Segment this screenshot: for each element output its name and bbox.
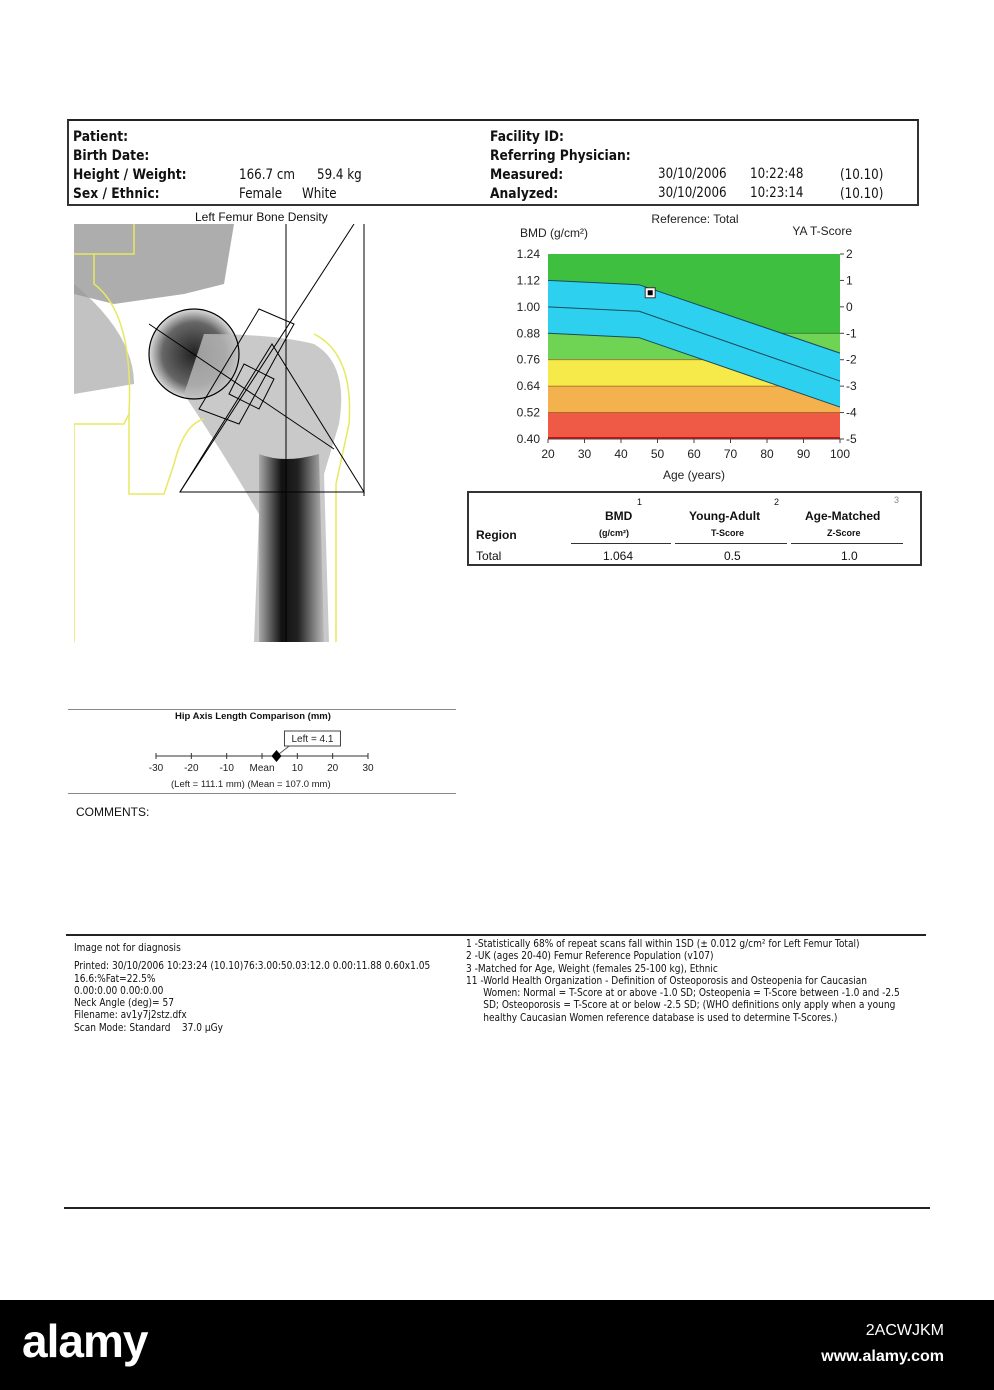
- height-value: 166.7 cm: [239, 167, 295, 183]
- footer-line: Neck Angle (deg)= 57: [74, 997, 174, 1010]
- physician-label: Referring Physician:: [490, 148, 631, 164]
- facility-label: Facility ID:: [490, 129, 564, 145]
- am-header: Age-Matched: [805, 509, 881, 523]
- measured-date: 30/10/2006: [658, 166, 727, 182]
- x-tick-label: 20: [541, 447, 555, 461]
- y2-tick-label: -5: [846, 432, 857, 446]
- y2-tick-label: -1: [846, 326, 857, 341]
- ya-subheader: T-Score: [711, 528, 745, 538]
- y2-tick-label: -4: [846, 405, 857, 420]
- x-tick-label: 30: [577, 447, 592, 461]
- y-tick-label: 0.40: [516, 432, 540, 446]
- femur-scan-image: [74, 224, 370, 642]
- y-axis-label: BMD (g/cm²): [520, 226, 588, 240]
- x-tick-label: 60: [687, 447, 701, 461]
- analyzed-label: Analyzed:: [490, 186, 559, 202]
- hip-callout-label: Left = 4.1: [291, 734, 334, 745]
- measured-time: 10:22:48: [750, 166, 804, 182]
- footer-line: 3 -Matched for Age, Weight (females 25-100 kg), Ethnic: [466, 962, 718, 975]
- y-tick-label: 1.12: [516, 273, 540, 288]
- hip-tick-label: 10: [291, 763, 303, 774]
- watermark-id: 2ACWJKM: [865, 1322, 944, 1339]
- x-tick-label: 80: [760, 447, 774, 461]
- footer-line: 0.00:0.00 0.00:0.00: [74, 984, 164, 997]
- weight-value: 59.4 kg: [317, 167, 362, 183]
- y-tick-label: 0.88: [516, 326, 540, 341]
- y2-tick-label: 0: [846, 299, 853, 314]
- sex-value: Female: [239, 186, 283, 202]
- hip-tick-label: Mean: [249, 763, 275, 774]
- bmd-reference-chart: [460, 210, 930, 490]
- footer-line: Printed: 30/10/2006 10:23:24 (10.10)76:3.00:50.03:12.0 0.00:11.88 0.60x1.05: [74, 960, 431, 973]
- watermark-url: www.alamy.com: [821, 1348, 944, 1365]
- analyzed-date: 30/10/2006: [658, 185, 727, 201]
- sex-ethnic-label: Sex / Ethnic:: [73, 186, 160, 202]
- hip-tick-label: 30: [362, 763, 374, 774]
- image-title: Left Femur Bone Density: [195, 210, 328, 224]
- zone-band: [548, 413, 840, 439]
- bmd-header: BMD: [605, 509, 633, 523]
- row-bmd: 1.064: [603, 549, 634, 563]
- footer-line: 1 -Statistically 68% of repeat scans fall within 1SD (± 0.012 g/cm² for Left Femur Total): [466, 938, 860, 950]
- bmd-unit: (g/cm²): [599, 528, 629, 538]
- footer-notes: [466, 938, 970, 1024]
- x-tick-label: 100: [829, 447, 851, 461]
- comments-label: COMMENTS:: [76, 805, 150, 819]
- patient-marker-dot: [648, 290, 653, 295]
- hip-tick-label: -30: [148, 763, 164, 774]
- y-tick-label: 0.76: [516, 352, 540, 367]
- height-weight-label: Height / Weight:: [73, 167, 187, 183]
- y-tick-label: 0.64: [516, 379, 540, 394]
- am-subheader: Z-Score: [827, 528, 861, 538]
- y2-tick-label: -3: [846, 379, 857, 394]
- y-tick-label: 1.00: [516, 299, 540, 314]
- y-tick-label: 0.52: [516, 405, 540, 420]
- footer-scan-info: [74, 942, 488, 1034]
- footer-line: Filename: av1y7j2stz.dfx: [74, 1009, 187, 1022]
- hip-axis-summary: (Left = 111.1 mm) (Mean = 107.0 mm): [171, 779, 331, 790]
- chart-title: Reference: Total: [651, 212, 739, 226]
- watermark-logo: alamy: [22, 1315, 148, 1367]
- watermark-bar: [0, 1300, 994, 1390]
- y-tick-label: 1.24: [516, 247, 540, 261]
- row-t-score: 0.5: [724, 549, 741, 563]
- ethnic-value: White: [302, 186, 337, 202]
- footer-line: 11 -World Health Organization - Definition of Osteoporosis and Osteopenia for Caucasian: [466, 974, 867, 987]
- hip-axis-scale: [140, 728, 390, 778]
- y2-axis-label: YA T-Score: [792, 224, 852, 238]
- patient-info-box: [67, 119, 919, 206]
- footer-line: 2 -UK (ages 20-40) Femur Reference Population (v107): [466, 950, 714, 963]
- results-table: [467, 491, 922, 566]
- x-tick-label: 70: [723, 447, 738, 461]
- analyzed-time: 10:23:14: [750, 185, 804, 201]
- y2-tick-label: 1: [846, 273, 853, 288]
- footer-line: healthy Caucasian Women reference database is used to determine T-Scores.): [466, 1011, 838, 1024]
- hip-value-marker: [271, 750, 281, 762]
- y2-tick-label: -2: [846, 352, 857, 367]
- ya-header: Young-Adult: [689, 509, 761, 523]
- hip-tick-label: -20: [184, 763, 199, 774]
- analyzed-version: (10.10): [840, 186, 884, 202]
- x-axis-label: Age (years): [662, 468, 726, 482]
- hip-tick-label: 20: [327, 763, 339, 774]
- row-region: Total: [476, 549, 502, 563]
- footer-line: 16.6:%Fat=22.5%: [74, 972, 156, 985]
- measured-label: Measured:: [490, 167, 564, 183]
- row-z-score: 1.0: [841, 549, 858, 563]
- hip-axis-title: Hip Axis Length Comparison (mm): [175, 711, 331, 722]
- x-tick-label: 40: [614, 447, 628, 461]
- patient-label: Patient:: [73, 129, 129, 145]
- bmd-footnote-marker: 1: [637, 497, 643, 507]
- footer-line: Image not for diagnosis: [74, 942, 181, 954]
- am-footnote-marker: 3: [894, 495, 900, 505]
- birth-date-label: Birth Date:: [73, 148, 150, 164]
- y2-tick-label: 2: [846, 247, 853, 261]
- region-header: Region: [476, 528, 517, 542]
- hip-tick-label: -10: [219, 763, 234, 774]
- ya-footnote-marker: 2: [774, 497, 780, 507]
- footer-line: Women: Normal = T-Score at or above -1.0 SD; Osteopenia = T-Score between -1.0 and -2.5: [466, 987, 900, 1000]
- footer-line: SD; Osteoporosis = T-Score at or below -2.5 SD; (WHO definitions only apply when a young: [466, 999, 896, 1012]
- x-tick-label: 90: [796, 447, 811, 461]
- x-tick-label: 50: [650, 447, 665, 461]
- footer-line: Scan Mode: Standard 37.0 µGy: [74, 1021, 223, 1034]
- measured-version: (10.10): [840, 167, 884, 183]
